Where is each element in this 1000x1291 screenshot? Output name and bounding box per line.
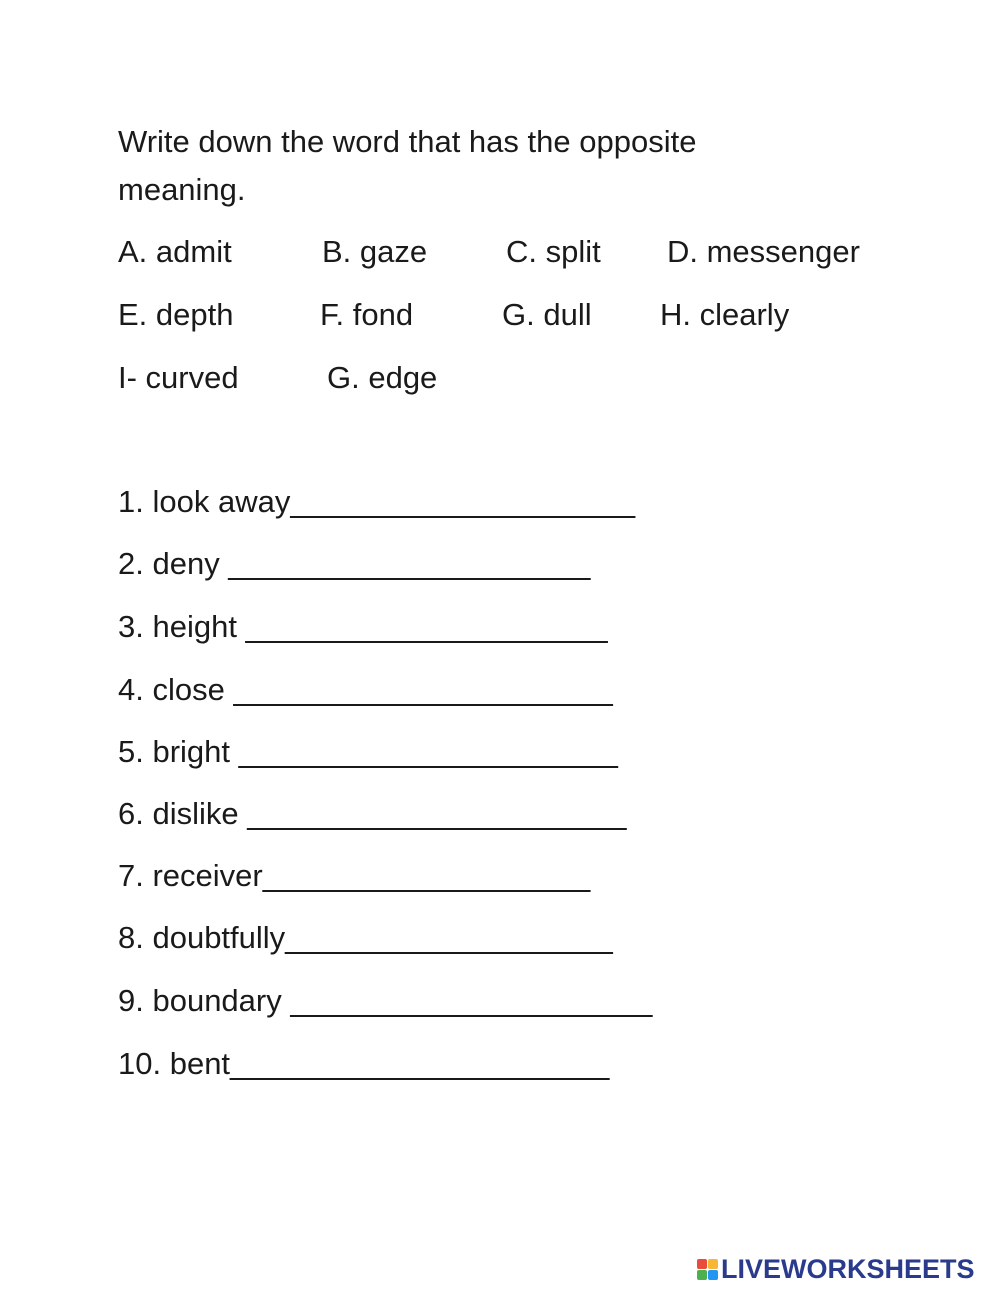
option-g: G. dull — [502, 297, 592, 332]
question-8: 8. doubtfully___________________ — [118, 920, 613, 955]
option-b: B. gaze — [322, 234, 428, 269]
liveworksheets-logo — [697, 1254, 975, 1284]
question-3: 3. height _____________________ — [118, 609, 608, 644]
question-6: 6. dislike ______________________ — [118, 796, 627, 831]
instructions-text: Write down the word that has the opposite meaning. — [118, 124, 697, 207]
option-e: E. depth — [118, 297, 234, 332]
option-h: H. clearly — [660, 297, 790, 332]
question-9: 9. boundary _____________________ — [118, 983, 653, 1018]
question-1: 1. look away____________________ — [118, 484, 636, 519]
logo-square-red — [697, 1259, 707, 1269]
liveworksheets-logo-text: LIVEWORKSHEETS — [721, 1254, 975, 1284]
question-5: 5. bright ______________________ — [118, 734, 618, 769]
option-d: D. messenger — [667, 234, 860, 269]
logo-square-green — [697, 1270, 707, 1280]
liveworksheets-logo-icon — [697, 1259, 718, 1280]
option-i: I- curved — [118, 360, 239, 395]
option-c: C. split — [506, 234, 601, 269]
question-4: 4. close ______________________ — [118, 672, 613, 707]
logo-square-blue — [708, 1270, 718, 1280]
question-7: 7. receiver___________________ — [118, 858, 591, 893]
logo-square-yellow — [708, 1259, 718, 1269]
question-10: 10. bent______________________ — [118, 1046, 610, 1081]
question-2: 2. deny _____________________ — [118, 546, 591, 581]
option-f: F. fond — [320, 297, 414, 332]
option-j: G. edge — [327, 360, 438, 395]
option-a: A. admit — [118, 234, 232, 269]
